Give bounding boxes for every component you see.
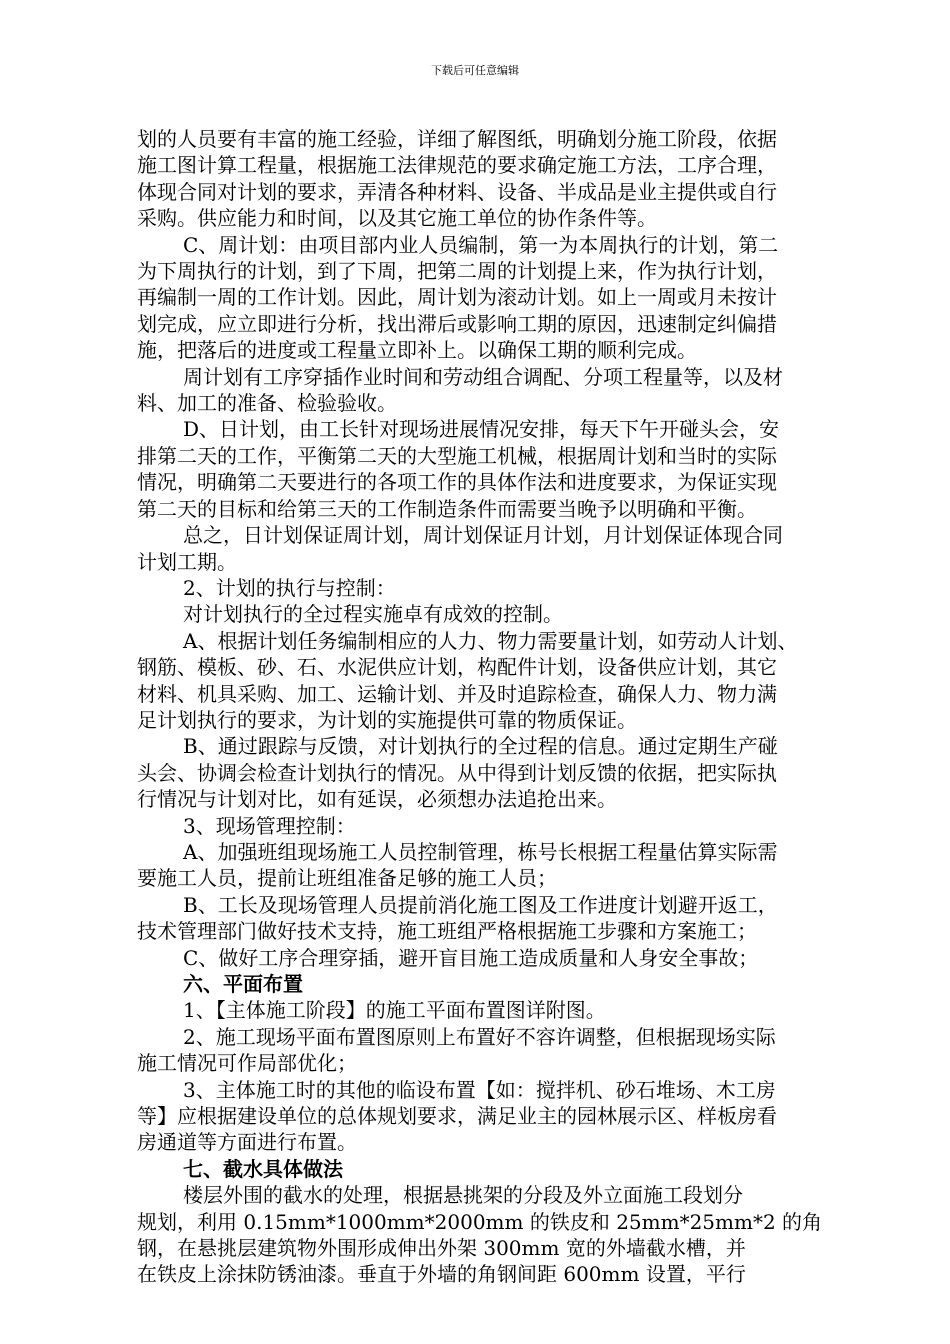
text-line: 2、计划的执行与控制： <box>183 575 396 600</box>
text-line: 施，把落后的进度或工程量立即补上。以确保工期的顺利完成。 <box>137 338 697 363</box>
text-line: D、日计划，由工长针对现场进展情况安排，每天下午开碰头会，安 <box>183 417 780 442</box>
text-line: B、通过跟踪与反馈，对计划执行的全过程的信息。通过定期生产碰 <box>183 734 778 759</box>
text-line: B、工长及现场管理人员提前消化施工图及工作进度计划避开返工， <box>183 892 778 917</box>
text-line: 划的人员要有丰富的施工经验，详细了解图纸，明确划分施工阶段，依据 <box>137 127 777 151</box>
text-line: 楼层外围的截水的处理，根据悬挑架的分段及外立面施工段划分 <box>183 1183 743 1208</box>
page-header: 下载后可任意编辑 <box>431 64 519 77</box>
text-line: 要施工人员，提前让班组准备足够的施工人员； <box>137 866 557 891</box>
text-line: A、加强班组现场施工人员控制管理，栋号长根据工程量估算实际需 <box>183 839 778 864</box>
text-line: C、做好工序合理穿插，避开盲目施工造成质量和人身安全事故； <box>183 945 759 970</box>
text-line: 钢，在悬挑层建筑物外围形成伸出外架 300mm 宽的外墙截水槽，并 <box>137 1236 746 1261</box>
text-line: 足计划执行的要求，为计划的实施提供可靠的物质保证。 <box>137 707 637 732</box>
text-line: 1、【主体施工阶段】的施工平面布置图详附图。 <box>183 998 606 1023</box>
text-line: 2、施工现场平面布置图原则上布置好不容许调整，但根据现场实际 <box>183 1024 776 1049</box>
text-line: 对计划执行的全过程实施卓有成效的控制。 <box>183 602 563 627</box>
text-line: 再编制一周的工作计划。因此，周计划为滚动计划。如上一周或月未按计 <box>137 285 777 310</box>
text-line: 技术管理部门做好技术支持，施工班组严格根据施工步骤和方案施工； <box>137 919 757 944</box>
text-line: 在铁皮上涂抹防锈油漆。垂直于外墙的角钢间距 600mm 设置，平行 <box>137 1262 746 1287</box>
text-line: 房通道等方面进行布置。 <box>137 1130 357 1155</box>
text-line: A、根据计划任务编制相应的人力、物力需要量计划，如劳动人计划、 <box>183 628 798 653</box>
text-line: 施工图计算工程量，根据施工法律规范的要求确定施工方法，工序合理， <box>137 153 777 178</box>
text-line: 情况，明确第二天要进行的各项工作的具体作法和进度要求，为保证实现 <box>137 470 777 495</box>
text-line: 头会、协调会检查计划执行的情况。从中得到计划反馈的依据，把实际执 <box>137 760 777 785</box>
text-line: C、周计划：由项目部内业人员编制，第一为本周执行的计划，第二 <box>183 232 779 257</box>
text-line: 材料、机具采购、加工、运输计划、并及时追踪检查，确保人力、物力满 <box>137 681 777 706</box>
text-line: 料、加工的准备、检验验收。 <box>137 391 397 416</box>
section-heading: 六、平面布置 <box>183 972 303 996</box>
text-line: 规划，利用 0.15mm*1000mm*2000mm 的铁皮和 25mm*25mm*2 的角 <box>137 1209 823 1234</box>
text-line: 体现合同对计划的要求，弄清各种材料、设备、半成品是业主提供或自行 <box>137 179 777 204</box>
document-body <box>137 126 859 1288</box>
text-line: 3、主体施工时的其他的临设布置【如：搅拌机、砂石堆场、木工房 <box>183 1077 776 1102</box>
section-heading: 七、截水具体做法 <box>183 1156 343 1181</box>
text-line: 周计划有工序穿插作业时间和劳动组合调配、分项工程量等，以及材 <box>183 364 783 389</box>
text-line: 采购。供应能力和时间，以及其它施工单位的协作条件等。 <box>137 206 657 231</box>
text-line: 计划工期。 <box>137 549 237 574</box>
text-line: 行情况与计划对比，如有延误，必须想办法追抢出来。 <box>137 787 617 812</box>
text-line: 等】应根据建设单位的总体规划要求，满足业主的园林展示区、样板房看 <box>137 1104 777 1129</box>
text-line: 钢筋、模板、砂、石、水泥供应计划，构配件计划，设备供应计划，其它 <box>137 655 777 680</box>
text-line: 总之，日计划保证周计划，周计划保证月计划，月计划保证体现合同 <box>183 523 783 548</box>
text-line: 为下周执行的计划，到了下周，把第二周的计划提上来，作为执行计划， <box>137 259 777 284</box>
text-line: 排第二天的工作，平衡第二天的大型施工机械，根据周计划和当时的实际 <box>137 443 777 468</box>
text-line: 3、现场管理控制： <box>183 813 356 838</box>
text-line: 第二天的目标和给第三天的工作制造条件而需要当晚予以明确和平衡。 <box>137 496 757 521</box>
text-line: 划完成，应立即进行分析，找出滞后或影响工期的原因，迅速制定纠偏措 <box>137 311 777 336</box>
text-line: 施工情况可作局部优化； <box>137 1051 357 1076</box>
